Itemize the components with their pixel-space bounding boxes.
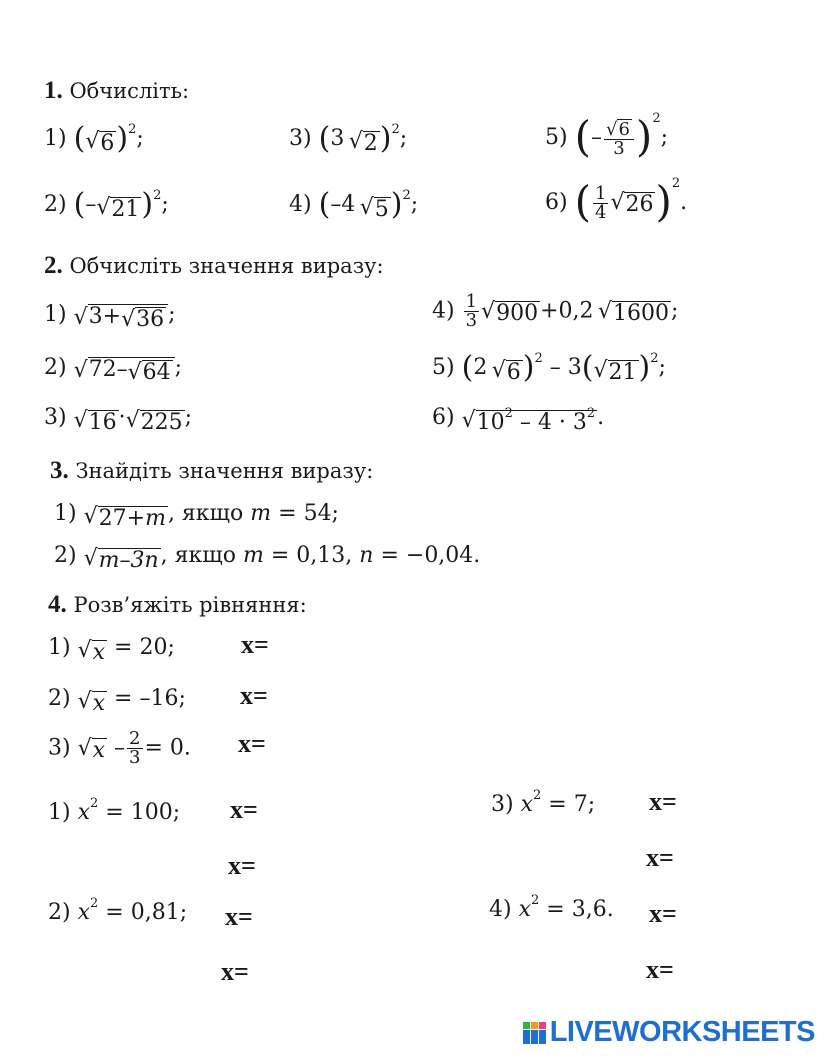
- task3-number: 3.: [50, 457, 69, 484]
- answer-label-3[interactable]: x=: [238, 729, 266, 758]
- answer-label-2[interactable]: x=: [240, 681, 268, 710]
- task4-sq-eq-2: 2) $x^2 = 0,81$;: [48, 896, 188, 925]
- answer-label-8[interactable]: x=: [649, 787, 677, 816]
- task2-title: Обчисліть значення виразу:: [69, 254, 384, 278]
- answer-label-9[interactable]: x=: [646, 843, 674, 872]
- task3-title: Знайдіть значення виразу:: [75, 459, 374, 483]
- task4-sqrt-eq-1: 1) √ x = 20;: [48, 635, 175, 665]
- task1-item-3: 3) (3 √ 2 )$^2$;: [289, 121, 408, 156]
- task4-title: Розв’яжіть рівняння:: [73, 593, 307, 617]
- task4-sq-eq-1: 1) $x^2 = 100$;: [48, 796, 181, 825]
- task4-sqrt-eq-2: 2) √ x = –16;: [48, 686, 186, 716]
- task1-item-2: 2) (– √ 21 )$^2$;: [44, 187, 169, 222]
- task1-item-6: 6) ( $\frac{1}{4}$ √ 26 )$^2$.: [545, 176, 688, 226]
- answer-label-7[interactable]: x=: [221, 957, 249, 986]
- task3-header: [50, 458, 373, 484]
- task2-item-2: 2) √ 72– √ 64 ;: [44, 355, 183, 385]
- task4-sq-eq-4: 4) $x^2 = 3,6$.: [489, 893, 614, 922]
- answer-label-10[interactable]: x=: [649, 899, 677, 928]
- task1-header: [44, 78, 189, 104]
- task1-title: Обчисліть:: [69, 79, 190, 103]
- task2-item-5: 5) (2 √ 6 )$^2$ – 3( √ 21 )$^2$;: [432, 350, 666, 385]
- liveworksheets-logo: [523, 1016, 815, 1049]
- task1-item-1: 1) ( √ 6 )$^2$;: [44, 121, 144, 156]
- task1-item-5: 5) (– √ 6 3 )$^2$;: [545, 111, 669, 161]
- task3-item-2: 2) √ m–3n , якщо m = 0,13, n = −0,04.: [54, 543, 481, 573]
- task2-item-6: 6) √ $10^2 - 4 \cdot 3^2$ .: [432, 405, 605, 435]
- answer-label-1[interactable]: x=: [241, 630, 269, 659]
- answer-label-4[interactable]: x=: [230, 795, 258, 824]
- task2-item-4: 4) $\frac{1}{3}$ √ 900 +0,2 √ 1600 ;: [432, 291, 679, 331]
- task2-header: [44, 253, 384, 279]
- task1-item-4: 4) (–4 √ 5 )$^2$;: [289, 187, 419, 222]
- task4-number: 4.: [48, 591, 67, 618]
- answer-label-6[interactable]: x=: [225, 902, 253, 931]
- task3-item-1: 1) √ 27+m , якщо m = 54;: [54, 501, 339, 531]
- liveworksheets-logo-icon: [523, 1020, 547, 1046]
- liveworksheets-brand: LIVEWORKSHEETS: [549, 1016, 815, 1048]
- task2-item-3: 3) √ 16 · √ 225 ;: [44, 405, 193, 435]
- task4-sqrt-eq-3: 3) √ x – $\frac{2}{3}$ = 0.: [48, 728, 191, 768]
- answer-label-5[interactable]: x=: [228, 851, 256, 880]
- task4-sq-eq-3: 3) $x^2 = 7$;: [491, 788, 596, 817]
- task4-header: [48, 592, 307, 618]
- answer-label-11[interactable]: x=: [646, 955, 674, 984]
- task2-number: 2.: [44, 252, 63, 279]
- task2-item-1: 1) √ 3+ √ 36 ;: [44, 302, 176, 332]
- task1-number: 1.: [44, 77, 63, 104]
